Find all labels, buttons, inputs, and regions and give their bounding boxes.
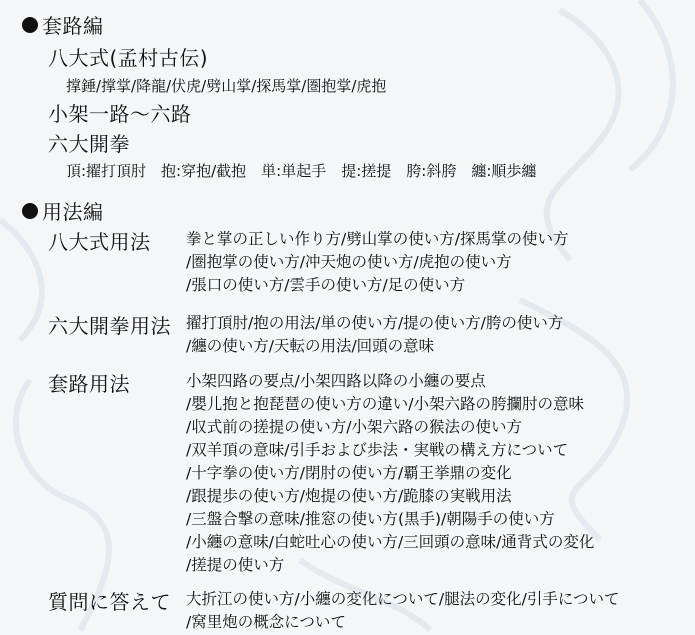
desc-line: 小架四路の要点/小架四路以降の小纏の要点 bbox=[186, 372, 486, 390]
subheading-bada: 八大式(孟村古伝) bbox=[48, 46, 209, 70]
desc-liuda-yongfa bbox=[186, 312, 563, 358]
term-bada-yongfa: 八大式用法 bbox=[48, 230, 151, 254]
desc-line: /張口の使い方/雲手の使い方/足の使い方 bbox=[186, 276, 466, 294]
desc-line: /三盤合撃の意味/推窓の使い方(黒手)/朝陽手の使い方 bbox=[186, 510, 555, 528]
subheading-liuda: 六大開拳 bbox=[48, 132, 130, 156]
bullet-icon bbox=[22, 203, 38, 219]
section-header-yongfa bbox=[22, 196, 104, 225]
desc-line: /窝里炮の概念について bbox=[186, 613, 346, 631]
desc-line: /纏の使い方/天転の用法/回頭の意味 bbox=[186, 337, 435, 355]
section-title: 用法編 bbox=[42, 200, 104, 224]
desc-line: /双羊頂の意味/引手および歩法・実戦の構え方について bbox=[186, 441, 569, 459]
desc-line: /跟提歩の使い方/炮提の使い方/跪膝の実戦用法 bbox=[186, 487, 512, 505]
term-taolu-yongfa: 套路用法 bbox=[48, 372, 130, 396]
desc-line: /圏抱掌の使い方/冲天炮の使い方/虎抱の使い方 bbox=[186, 253, 512, 271]
bada-items: 撑錘/撑掌/降龍/伏虎/劈山掌/探馬掌/圏抱掌/虎抱 bbox=[66, 77, 387, 95]
section-title: 套路編 bbox=[42, 14, 104, 38]
section-header-taolu bbox=[22, 10, 104, 39]
desc-line: 擢打頂肘/抱の用法/単の使い方/提の使い方/胯の使い方 bbox=[186, 314, 564, 332]
term-qa: 質問に答えて bbox=[48, 590, 171, 614]
desc-line: 大折江の使い方/小纏の変化について/腿法の変化/引手について bbox=[186, 590, 620, 608]
desc-qa bbox=[186, 588, 620, 634]
desc-line: /嬰儿抱と抱琵琶の使い方の違い/小架六路の胯攔肘の意味 bbox=[186, 395, 584, 413]
desc-line: /小纏の意味/白蛇吐心の使い方/三回頭の意味/通背式の変化 bbox=[186, 533, 595, 551]
desc-line: /収式前の搓提の使い方/小架六路の猴法の使い方 bbox=[186, 418, 522, 436]
bullet-icon bbox=[22, 17, 38, 33]
desc-taolu-yongfa bbox=[186, 370, 594, 577]
subheading-xiaojia: 小架一路〜六路 bbox=[48, 102, 192, 126]
desc-line: 拳と掌の正しい作り方/劈山掌の使い方/探馬掌の使い方 bbox=[186, 230, 569, 248]
desc-line: /搓提の使い方 bbox=[186, 556, 285, 574]
desc-bada-yongfa bbox=[186, 228, 568, 297]
liuda-items: 頂:擢打頂肘 抱:穿抱/截抱 単:単起手 提:搓提 胯:斜胯 纏:順歩纏 bbox=[66, 162, 537, 180]
desc-line: /十字拳の使い方/閉肘の使い方/覇王挙鼎の変化 bbox=[186, 464, 512, 482]
term-liuda-yongfa: 六大開拳用法 bbox=[48, 314, 171, 338]
